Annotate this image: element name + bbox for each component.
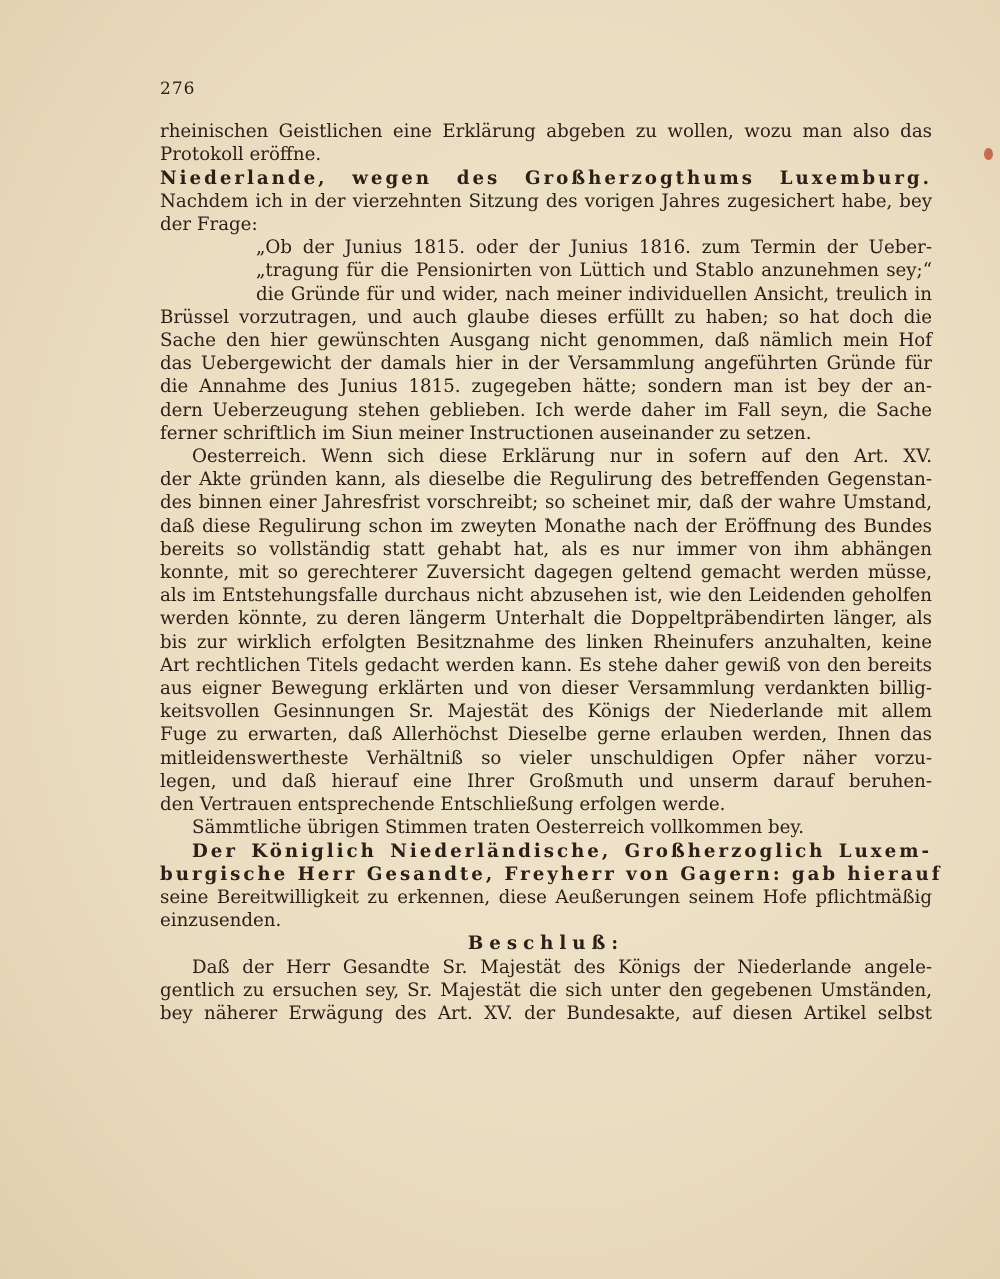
- text-line: Brüssel vorzutragen, und auch glaube dieses erfüllt zu haben; so hat doch die: [160, 306, 932, 328]
- text-line: gentlich zu ersuchen sey, Sr. Majestät die sich unter den gegebenen Umständen,: [160, 979, 932, 1001]
- text-line: das Uebergewicht der damals hier in der Versammlung angeführten Gründe für: [160, 353, 932, 375]
- text-line: des binnen einer Jahresfrist vorschreibt; so scheinet mir, daß der wahre Umstand,: [160, 492, 932, 514]
- text-line: bereits so vollständig statt gehabt hat, als es nur immer von ihm abhängen: [160, 538, 932, 560]
- text-line: werden könnte, zu deren längerm Unterhalt die Doppeltpräbendirten länger, als: [160, 608, 932, 630]
- text-line: der Akte gründen kann, als dieselbe die Regulirung des betreffenden Gegenstan-: [160, 469, 932, 491]
- text-line: seine Bereitwilligkeit zu erkennen, diese Aeußerungen seinem Hofe pflichtmäßig: [160, 886, 932, 908]
- text-line: daß diese Regulirung schon im zweyten Monathe nach der Eröffnung des Bundes: [160, 515, 932, 537]
- text-line: konnte, mit so gerechterer Zuversicht dagegen geltend gemacht werden müsse,: [160, 562, 932, 584]
- text-line: keitsvollen Gesinnungen Sr. Majestät des Königs der Niederlande mit allem: [160, 701, 932, 723]
- section-heading: Niederlande, wegen des Großherzogthums Luxemburg.: [160, 167, 932, 189]
- text-line: Art rechtlichen Titels gedacht werden kann. Es stehe daher gewiß von den bereits: [160, 654, 932, 676]
- text-line: die Gründe für und wider, nach meiner individuellen Ansicht, treulich in: [256, 283, 932, 305]
- text-line: Fuge zu erwarten, daß Allerhöchst Dieselbe gerne erlauben werden, Ihnen das: [160, 724, 932, 746]
- resolution-heading: Beschluß:: [467, 933, 625, 955]
- text-line: bey näherer Erwägung des Art. XV. der Bundesakte, auf diesen Artikel selbst: [160, 1002, 932, 1024]
- text-line: den Vertrauen entsprechende Entschließung erfolgen werde.: [160, 794, 726, 816]
- page-number: 276: [160, 79, 196, 99]
- ink-stain: [984, 148, 993, 160]
- text-line: Sämmtliche übrigen Stimmen traten Oesterreich vollkommen bey.: [192, 817, 805, 839]
- text-line: Sache den hier gewünschten Ausgang nicht genommen, daß nämlich mein Hof: [160, 330, 932, 352]
- quote-line: „tragung für die Pensionirten von Lüttich und Stablo anzunehmen sey;“: [256, 260, 932, 282]
- text-line: bis zur wirklich erfolgten Besitznahme des linken Rheinufers anzuhalten, keine: [160, 631, 932, 653]
- text-line: einzusenden.: [160, 910, 282, 932]
- text-line: Nachdem ich in der vierzehnten Sitzung des vorigen Jahres zugesichert habe, bey: [160, 190, 932, 212]
- page-text: [160, 78, 943, 1025]
- text-line: der Frage:: [160, 214, 258, 236]
- text-line: mitleidenswertheste Verhältniß so vieler unschuldigen Opfer näher vorzu-: [160, 747, 932, 769]
- text-line: ferner schriftlich im Siun meiner Instructionen auseinander zu setzen.: [160, 422, 812, 444]
- text-line: Protokoll eröffne.: [160, 144, 322, 166]
- text-line: legen, und daß hierauf eine Ihrer Großmuth und unserm darauf beruhen-: [160, 770, 932, 792]
- speaker-line: Der Königlich Niederländische, Großherzoglich Luxem-: [192, 840, 932, 862]
- speaker-line: burgische Herr Gesandte, Freyherr von Gagern: gab hierauf: [160, 863, 943, 885]
- text-line: aus eigner Bewegung erklärten und von dieser Versammlung verdankten billig-: [160, 678, 932, 700]
- text-line: rheinischen Geistlichen eine Erklärung abgeben zu wollen, wozu man also das: [160, 121, 932, 143]
- quote-line: „Ob der Junius 1815. oder der Junius 1816. zum Termin der Ueber-: [256, 237, 932, 259]
- text-line: Oesterreich. Wenn sich diese Erklärung nur in sofern auf den Art. XV.: [192, 446, 932, 468]
- text-line: als im Entstehungsfalle durchaus nicht abzusehen ist, wie den Leidenden geholfen: [160, 585, 932, 607]
- text-line: Daß der Herr Gesandte Sr. Majestät des Königs der Niederlande angele-: [192, 956, 932, 978]
- text-line: die Annahme des Junius 1815. zugegeben hätte; sondern man ist bey der an-: [160, 376, 932, 398]
- text-line: dern Ueberzeugung stehen geblieben. Ich werde daher im Fall seyn, die Sache: [160, 399, 932, 421]
